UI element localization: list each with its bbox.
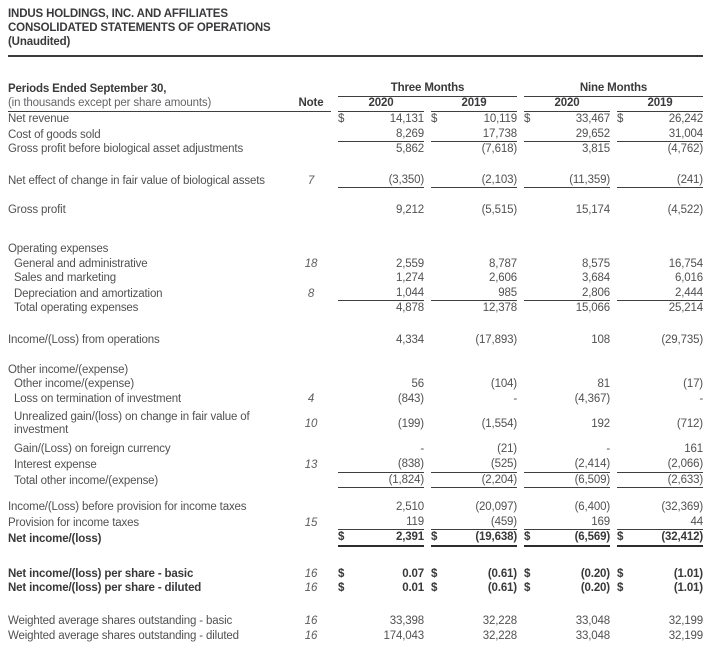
- dollar-sign: $: [431, 113, 438, 125]
- value-cell: [431, 473, 517, 489]
- value-cell: [431, 142, 517, 157]
- note-ref: 8: [307, 287, 315, 300]
- value-cell: [338, 173, 424, 189]
- value: (2,633): [667, 473, 703, 486]
- note-ref: 16: [304, 629, 318, 642]
- note-column-header: Note: [291, 96, 331, 112]
- value-cell: [524, 271, 610, 286]
- row-label: Loss on termination of investment: [14, 392, 181, 405]
- dollar-sign: $: [338, 531, 345, 544]
- value-cell: [617, 333, 703, 348]
- value: (525): [490, 457, 517, 470]
- row-label: Net effect of change in fair value of biological assets: [8, 174, 265, 187]
- year-header-9m-2019: 2019: [617, 96, 703, 112]
- value-cell: [338, 515, 424, 531]
- value: (4,762): [667, 143, 703, 156]
- value: (17): [683, 378, 703, 391]
- data-row: [8, 567, 703, 582]
- value: (2,204): [481, 473, 517, 486]
- value: 32,228: [482, 615, 517, 628]
- value: (241): [676, 173, 703, 186]
- value-cell: [617, 142, 703, 157]
- row-label: Cost of goods sold: [8, 128, 101, 141]
- value: (3,350): [388, 173, 424, 186]
- data-row: [8, 203, 703, 218]
- data-row: [8, 392, 703, 407]
- spacer-row: [8, 596, 703, 614]
- spacer-row: [8, 157, 703, 173]
- value: (6,400): [574, 501, 610, 514]
- value: 5,862: [395, 143, 424, 156]
- row-label: General and administrative: [14, 257, 148, 270]
- dollar-sign: $: [617, 582, 624, 595]
- value: 33,467: [575, 113, 610, 125]
- value-cell: [524, 333, 610, 348]
- row-label: Gain/(Loss) on foreign currency: [14, 443, 171, 456]
- value: (21): [497, 443, 517, 456]
- value: 31,004: [668, 127, 703, 140]
- value-cell: [431, 271, 517, 286]
- row-label: Weighted average shares outstanding - diluted: [8, 629, 239, 642]
- value: (4,367): [574, 392, 610, 405]
- value: 81: [597, 378, 610, 391]
- note-ref: 7: [307, 174, 315, 187]
- value: 0.07: [402, 567, 424, 580]
- value-cell: [431, 442, 517, 457]
- row-label: Provision for income taxes: [8, 516, 139, 529]
- value: 56: [411, 378, 424, 391]
- value-cell: [338, 286, 424, 302]
- data-row: [8, 581, 703, 596]
- value-cell: [338, 473, 424, 489]
- value-cell: [338, 257, 424, 272]
- value-cell: [338, 377, 424, 392]
- value: (11,359): [569, 173, 610, 186]
- row-label: Depreciation and amortization: [14, 287, 163, 300]
- value-cell: [338, 392, 424, 407]
- year-header-3m-2019: 2019: [431, 96, 517, 112]
- value: (712): [676, 418, 703, 431]
- value-cell: [524, 301, 610, 316]
- value-cell: [524, 377, 610, 392]
- value-cell: [431, 457, 517, 473]
- value-cell: [338, 457, 424, 473]
- value-cell: [524, 203, 610, 218]
- row-label: Gross profit before biological asset adjustments: [8, 143, 244, 156]
- value: 10,119: [483, 113, 517, 125]
- value: 169: [591, 515, 610, 528]
- value-cell: [617, 286, 703, 302]
- dollar-sign: $: [524, 582, 531, 595]
- value-cell: [338, 629, 424, 644]
- section-row: [8, 242, 703, 257]
- spacer-row: [8, 488, 703, 500]
- value: 9,212: [395, 204, 424, 217]
- value-cell: [617, 301, 703, 316]
- value-cell: [524, 173, 610, 189]
- value: 3,815: [581, 143, 610, 156]
- data-row: [8, 614, 703, 629]
- value-cell: [431, 629, 517, 644]
- value-cell: [338, 530, 424, 547]
- value-cell: [338, 567, 424, 582]
- dollar-sign: $: [338, 113, 345, 125]
- row-label: Unrealized gain/(loss) on change in fair value of investment: [14, 410, 250, 437]
- value-cell: [431, 417, 517, 432]
- note-ref: 4: [307, 392, 315, 405]
- value-cell: [431, 301, 517, 316]
- value: (17,893): [475, 333, 517, 346]
- dollar-sign: $: [617, 113, 624, 125]
- data-row: [8, 112, 703, 127]
- value: 0.01: [402, 582, 424, 595]
- section-row: [8, 363, 703, 378]
- value-cell: [431, 581, 517, 596]
- value: (0.20): [580, 567, 610, 580]
- value: 192: [591, 418, 610, 431]
- value-cell: [617, 567, 703, 582]
- value: (199): [397, 418, 424, 431]
- value: -: [513, 392, 517, 405]
- data-row: [8, 500, 703, 515]
- value: 1,274: [395, 272, 424, 285]
- value-cell: [524, 530, 610, 547]
- value-cell: [524, 515, 610, 531]
- data-row: [8, 257, 703, 272]
- value: (838): [397, 457, 424, 470]
- row-label: Other income/(expense): [8, 363, 129, 376]
- note-ref: 10: [304, 418, 318, 431]
- value-cell: [338, 301, 424, 316]
- value: (5,515): [481, 204, 517, 217]
- data-row: [8, 530, 703, 547]
- note-ref: 13: [304, 458, 318, 471]
- dollar-sign: $: [431, 531, 438, 544]
- note-ref: 15: [304, 516, 318, 529]
- value-cell: [617, 392, 703, 407]
- spacer-row: [8, 547, 703, 567]
- value-cell: [617, 203, 703, 218]
- dollar-sign: $: [431, 567, 438, 580]
- data-row: [8, 127, 703, 143]
- value: (843): [397, 392, 424, 405]
- value-cell: [431, 530, 517, 547]
- value-cell: [338, 112, 424, 127]
- value-cell: [524, 127, 610, 143]
- value-cell: [524, 457, 610, 473]
- value: 2,391: [395, 531, 424, 544]
- value-cell: [524, 581, 610, 596]
- value: 26,242: [668, 113, 703, 125]
- row-label: Net income/(loss): [8, 533, 102, 546]
- value-cell: [524, 629, 610, 644]
- value: 2,606: [488, 272, 517, 285]
- value: 33,048: [575, 615, 610, 628]
- table-header: [8, 82, 703, 112]
- row-label: Weighted average shares outstanding - basic: [8, 615, 233, 628]
- data-row: [8, 406, 703, 442]
- value-cell: [617, 271, 703, 286]
- value: 4,878: [395, 302, 424, 315]
- value: 8,787: [488, 257, 517, 270]
- year-header-3m-2020: 2020: [338, 96, 424, 112]
- value-cell: [431, 333, 517, 348]
- data-row: [8, 377, 703, 392]
- value-cell: [431, 112, 517, 127]
- value-cell: [524, 473, 610, 489]
- spacer-row: [8, 348, 703, 363]
- value: 2,806: [581, 286, 610, 299]
- value-cell: [431, 500, 517, 515]
- data-row: [8, 457, 703, 473]
- value-cell: [617, 112, 703, 127]
- value: 174,043: [383, 629, 424, 642]
- value: -: [606, 443, 610, 456]
- value: 15,066: [575, 302, 610, 315]
- value: 8,575: [581, 257, 610, 270]
- value-cell: [524, 417, 610, 432]
- value: 25,214: [668, 302, 703, 315]
- value-cell: [338, 500, 424, 515]
- row-label: Income/(Loss) before provision for income taxes: [8, 501, 247, 514]
- data-row: [8, 473, 703, 489]
- data-row: [8, 442, 703, 457]
- value-cell: [524, 257, 610, 272]
- row-label: Sales and marketing: [14, 272, 116, 285]
- data-row: [8, 142, 703, 157]
- value: (2,066): [667, 457, 703, 470]
- row-label: Interest expense: [14, 458, 97, 471]
- dollar-sign: $: [617, 567, 624, 580]
- value: (1.01): [673, 582, 703, 595]
- row-label: Gross profit: [8, 204, 66, 217]
- value-cell: [617, 629, 703, 644]
- row-label: Income/(Loss) from operations: [8, 333, 160, 346]
- value-cell: [338, 127, 424, 143]
- value-cell: [431, 614, 517, 629]
- data-row: [8, 286, 703, 302]
- value-cell: [338, 333, 424, 348]
- value-cell: [524, 286, 610, 302]
- three-months-group-header: Three Months: [338, 81, 517, 97]
- value-cell: [617, 173, 703, 189]
- value: 32,199: [668, 629, 703, 642]
- value-cell: [617, 377, 703, 392]
- spacer-row: [8, 316, 703, 333]
- value: (6,509): [574, 473, 610, 486]
- value-cell: [617, 257, 703, 272]
- value-cell: [524, 567, 610, 582]
- value: 108: [591, 333, 610, 346]
- dollar-sign: $: [617, 531, 624, 544]
- unaudited-label: (Unaudited): [8, 36, 71, 48]
- value: 4,334: [395, 333, 424, 346]
- data-row: [8, 173, 703, 189]
- value-cell: [617, 500, 703, 515]
- value: 14,131: [389, 113, 424, 125]
- value: (104): [490, 378, 517, 391]
- value-cell: [524, 614, 610, 629]
- value-cell: [431, 173, 517, 189]
- value: (19,638): [475, 531, 517, 544]
- dollar-sign: $: [338, 582, 345, 595]
- value-cell: [617, 515, 703, 531]
- value: (0.20): [580, 582, 610, 595]
- value-cell: [431, 377, 517, 392]
- value: (29,735): [661, 333, 703, 346]
- value: (0.61): [487, 582, 517, 595]
- value: (6,569): [574, 531, 610, 544]
- value: 17,738: [482, 127, 517, 140]
- value: (32,412): [661, 531, 703, 544]
- dollar-sign: $: [524, 531, 531, 544]
- value: 2,510: [395, 501, 424, 514]
- dollar-sign: $: [524, 113, 531, 125]
- data-row: [8, 333, 703, 348]
- spacer-row: [8, 188, 703, 203]
- row-label: Total operating expenses: [14, 302, 139, 315]
- value-cell: [338, 614, 424, 629]
- value-cell: [431, 127, 517, 143]
- value: 32,199: [668, 615, 703, 628]
- value-cell: [431, 515, 517, 531]
- value-cell: [431, 286, 517, 302]
- document-header: [8, 7, 703, 57]
- value-cell: [617, 581, 703, 596]
- value: (4,522): [667, 204, 703, 217]
- note-ref: 16: [304, 567, 318, 580]
- value: 2,559: [395, 257, 424, 270]
- value-cell: [338, 203, 424, 218]
- value-cell: [431, 257, 517, 272]
- value-cell: [431, 203, 517, 218]
- value: -: [699, 392, 703, 405]
- value: (1,824): [388, 473, 424, 486]
- row-label: Net revenue: [8, 113, 69, 125]
- value: -: [420, 443, 424, 456]
- value-cell: [617, 614, 703, 629]
- spacer-row: [8, 218, 703, 242]
- value: 3,684: [581, 272, 610, 285]
- value: (1.01): [673, 567, 703, 580]
- row-label: Other income/(expense): [14, 378, 135, 391]
- dollar-sign: $: [524, 567, 531, 580]
- value-cell: [338, 271, 424, 286]
- units-label: (in thousands except per share amounts): [8, 96, 291, 112]
- value-cell: [338, 417, 424, 432]
- column-group-header-row: [8, 82, 703, 97]
- value: 44: [690, 515, 703, 528]
- value: 119: [406, 515, 424, 528]
- value: 29,652: [575, 127, 610, 140]
- value: 985: [498, 286, 517, 299]
- value: 2,444: [674, 286, 703, 299]
- row-label: Operating expenses: [8, 242, 109, 255]
- table-body: [8, 112, 703, 643]
- data-row: [8, 271, 703, 286]
- value-cell: [338, 442, 424, 457]
- dollar-sign: $: [431, 582, 438, 595]
- value: 161: [684, 443, 703, 456]
- value: (20,097): [475, 501, 517, 514]
- value-cell: [617, 127, 703, 143]
- value-cell: [338, 581, 424, 596]
- value-cell: [617, 417, 703, 432]
- value: 32,228: [482, 629, 517, 642]
- value-cell: [617, 457, 703, 473]
- value-cell: [524, 442, 610, 457]
- value-cell: [431, 392, 517, 407]
- column-year-header-row: [8, 97, 703, 112]
- data-row: [8, 515, 703, 531]
- note-ref: 16: [304, 582, 318, 595]
- value: 1,044: [395, 286, 424, 299]
- statement-title: CONSOLIDATED STATEMENTS OF OPERATIONS: [8, 22, 271, 34]
- value-cell: [524, 500, 610, 515]
- value: (0.61): [487, 567, 517, 580]
- value-cell: [338, 142, 424, 157]
- value-cell: [617, 442, 703, 457]
- data-row: [8, 629, 703, 644]
- company-name: INDUS HOLDINGS, INC. AND AFFILIATES: [8, 8, 228, 20]
- value: (2,414): [574, 457, 610, 470]
- value-cell: [524, 392, 610, 407]
- value: 8,269: [395, 127, 424, 140]
- row-label: Net income/(loss) per share - diluted: [8, 582, 202, 595]
- value: (32,369): [661, 501, 703, 514]
- value: 15,174: [575, 204, 610, 217]
- data-row: [8, 301, 703, 316]
- dollar-sign: $: [338, 567, 345, 580]
- value-cell: [431, 567, 517, 582]
- value: (459): [490, 515, 517, 528]
- value-cell: [524, 142, 610, 157]
- value-cell: [617, 530, 703, 547]
- value: (1,554): [481, 418, 517, 431]
- value: 33,048: [575, 629, 610, 642]
- note-ref: 18: [304, 257, 318, 270]
- row-label: Total other income/(expense): [14, 474, 159, 487]
- value-cell: [524, 112, 610, 127]
- value-cell: [617, 473, 703, 489]
- value: (7,618): [481, 143, 517, 156]
- value: 12,378: [482, 302, 517, 315]
- value: 16,754: [668, 257, 703, 270]
- value: 33,398: [389, 615, 424, 628]
- value: (2,103): [481, 173, 517, 186]
- nine-months-group-header: Nine Months: [524, 81, 703, 97]
- period-label: Periods Ended September 30,: [8, 83, 167, 95]
- row-label: Net income/(loss) per share - basic: [8, 567, 194, 580]
- note-ref: 16: [304, 615, 318, 628]
- year-header-9m-2020: 2020: [524, 96, 610, 112]
- value: 6,016: [674, 272, 703, 285]
